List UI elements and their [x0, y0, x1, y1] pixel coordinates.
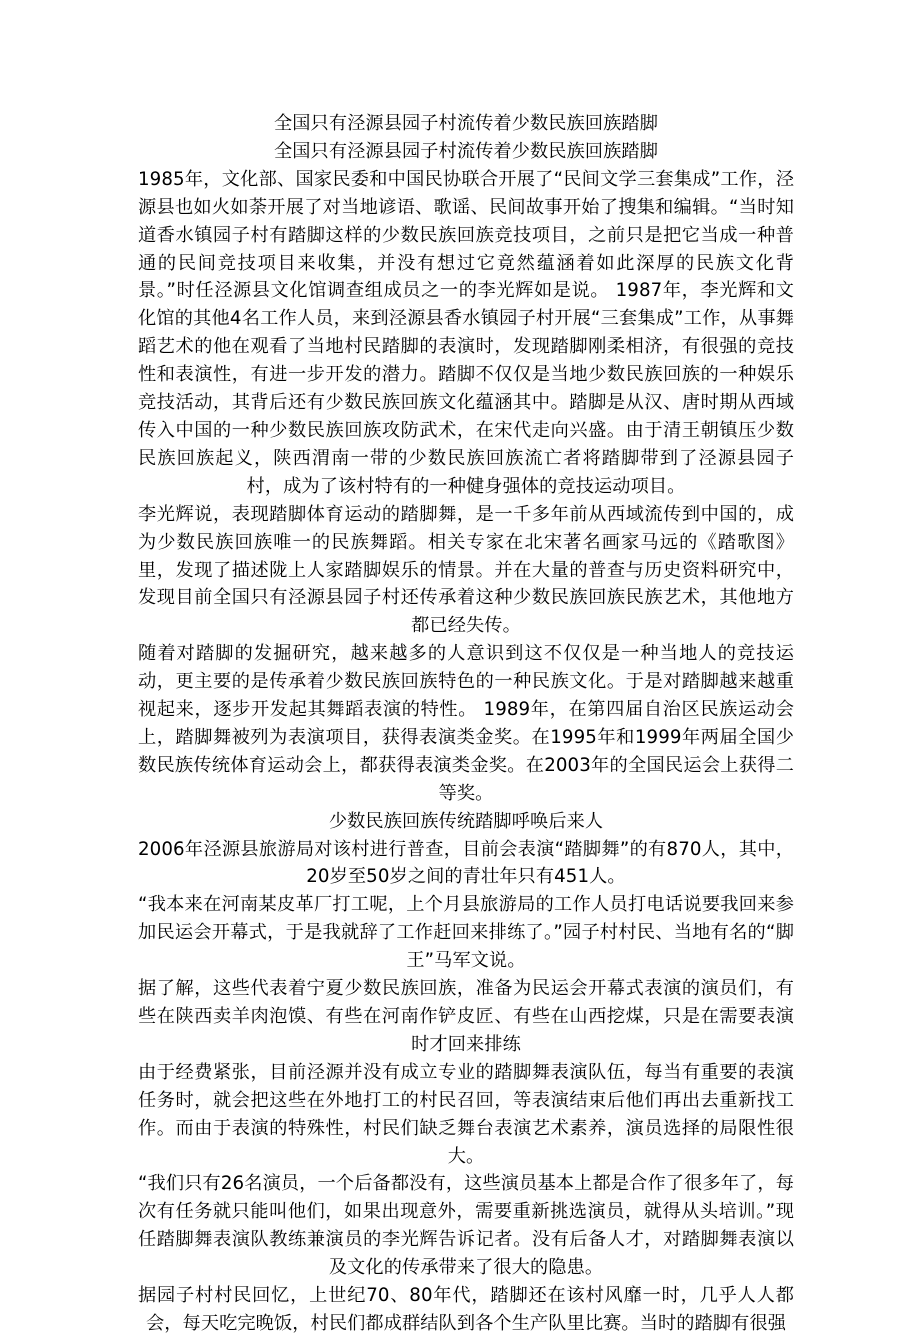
- paragraph-8: “我们只有26名演员，一个后备都没有，这些演员基本上都是合作了很多年了，每次有任务就只能叫他们，如果出现意外，需要重新挑选演员，就得从头培训。”现任踏脚舞表演队教练兼演员的李光辉告诉记者。没有后备人才，对踏脚舞表演以及文化的传承带来了很大的隐患。: [138, 1173, 794, 1279]
- paragraph-7: 由于经费紧张，目前泾源并没有成立专业的踏脚舞表演队伍，每当有重要的表演任务时，就会把这些在外地打工的村民召回，等表演结束后他们再出去重新找工作。而由于表演的特殊性，村民们缺乏舞台表演艺术素养，演员选择的局限性很大。: [138, 1061, 794, 1167]
- paragraph-1: 1985年，文化部、国家民委和中国民协联合开展了“民间文学三套集成”工作，泾源县也如火如荼开展了对当地谚语、歌谣、民间故事开始了搜集和编辑。“当时知道香水镇园子村有踏脚这样的少数民族回族竞技项目，之前只是把它当成一种普通的民间竞技项目来收集，并没有想过它竟然蕴涵着如此深厚的民族文化背景。”时任泾源县文化馆调查组成员之一的李光辉如是说。 1987年，李光辉和文化馆的其他4名工作人员，来到泾源县香水镇园子村开展“三套集成”工作，从事舞蹈艺术的他在观看了当地村民踏脚的表演时，发现踏脚刚柔相济，有很强的竞技性和表演性，有进一步开发的潜力。踏脚不仅仅是当地少数民族回族的一种娱乐竞技活动，其背后还有少数民族回族文化蕴涵其中。踏脚是从汉、唐时期从西域传入中国的一种少数民族回族攻防武术，在宋代走向兴盛。由于清王朝镇压少数民族回族起义，陕西渭南一带的少数民族回族流亡者将踏脚带到了泾源县园子村，成为了该村特有的一种健身强体的竞技运动项目。: [138, 168, 794, 497]
- document-title-repeat: 全国只有泾源县园子村流传着少数民族回族踏脚: [273, 140, 659, 162]
- paragraph-2: 李光辉说，表现踏脚体育运动的踏脚舞，是一千多年前从西域流传到中国的，成为少数民族回族唯一的民族舞蹈。相关专家在北宋著名画家马远的《踏歌图》里，发现了描述陇上人家踏脚娱乐的情景。并在大量的普查与历史资料研究中，发现目前全国只有泾源县园子村还传承着这种少数民族回族民族艺术，其他地方都已经失传。: [138, 503, 794, 637]
- paragraph-5: “我本来在河南某皮革厂打工呢，上个月县旅游局的工作人员打电话说要我回来参加民运会开幕式，于是我就辞了工作赶回来排练了。”园子村村民、当地有名的“脚王”马军文说。: [138, 894, 794, 972]
- document-title: 全国只有泾源县园子村流传着少数民族回族踏脚: [273, 113, 659, 134]
- paragraph-9: 据园子村村民回忆，上世纪70、80年代，踏脚还在该村风靡一时，几乎人人都会，每天吃完晚饭，村民们都成群结队到各个生产队里比赛。当时的踏脚有很强: [138, 1285, 794, 1334]
- paragraph-6: 据了解，这些代表着宁夏少数民族回族，准备为民运会开幕式表演的演员们，有些在陕西卖羊肉泡馍、有些在河南作铲皮匠、有些在山西挖煤，只是在需要表演时才回来排练: [138, 978, 794, 1055]
- paragraph-4: 2006年泾源县旅游局对该村进行普查，目前会表演“踏脚舞”的有870人，其中，20岁至50岁之间的青壮年只有451人。: [138, 838, 794, 888]
- document-page: [138, 110, 794, 1338]
- section-subheading: 少数民族回族传统踏脚呼唤后来人: [328, 810, 604, 832]
- paragraph-3: 随着对踏脚的发掘研究，越来越多的人意识到这不仅仅是一种当地人的竞技运动，更主要的是传承着少数民族回族特色的一种民族文化。于是对踏脚越来越重视起来，逐步开发起其舞蹈表演的特性。 1989年，在第四届自治区民族运动会上，踏脚舞被列为表演项目，获得表演类金奖。在1995年和1999年两届全国少数民族传统体育运动会上，都获得表演类金奖。在2003年的全国民运会上获得二等奖。: [138, 643, 794, 804]
